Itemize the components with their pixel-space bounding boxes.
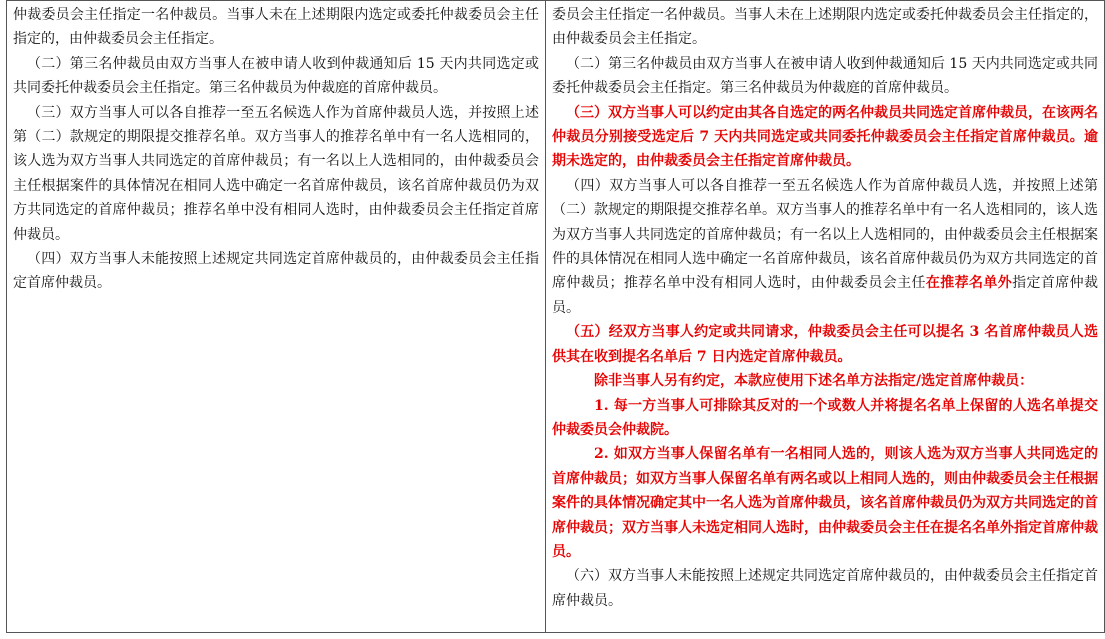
right-paragraph-4-amended-phrase: 在推荐名单外 [925, 275, 1013, 292]
right-paragraph-4-tail: 指定首席仲裁员。 [552, 275, 1099, 316]
right-paragraph-6-amended: 除非当事人另有约定，本款应使用下述名单方法指定/选定首席仲裁员： [594, 373, 1034, 390]
right-paragraph-4-text: （四）双方当事人可以各自推荐一至五名候选人作为首席仲裁员人选，并按照上述第（二）款规定的期限提交推荐名单。双方当事人的推荐名单中有一名人选相同的，该人选为双方当事人共同选定的首席仲裁员；有一名以上人选相同的，由仲裁委员会主任根据案件的具体情况在相同人选中确定一名首席仲裁员，该名首席仲裁员仍为双方共同选定的首席仲裁员；推荐名单中没有相同人选时，由仲裁委员会主任 [552, 177, 1098, 292]
right-paragraph-9: （六）双方当事人未能按照上述规定共同选定首席仲裁员的，由仲裁委员会主任指定首席仲裁员。 [552, 568, 1098, 609]
right-paragraph-1: 委员会主任指定一名仲裁员。当事人未在上述期限内选定或委托仲裁委员会主任指定的，由仲裁委员会主任指定。 [552, 7, 1098, 48]
original-text-column [7, 1, 546, 633]
right-paragraph-5-amended: （五）经双方当事人约定或共同请求，仲裁委员会主任可以提名 3 名首席仲裁员人选供其在收到提名名单后 7 日内选定首席仲裁员。 [552, 324, 1098, 365]
left-paragraph-2: （二）第三名仲裁员由双方当事人在被申请人收到仲裁通知后 15 天内共同选定或共同委托仲裁委员会主任指定。第三名仲裁员为仲裁庭的首席仲裁员。 [13, 55, 539, 97]
comparison-table [6, 0, 1105, 633]
right-paragraph-4 [552, 174, 1098, 320]
left-paragraph-1: 仲裁委员会主任指定一名仲裁员。当事人未在上述期限内选定或委托仲裁委员会主任指定的，由仲裁委员会主任指定。 [13, 7, 539, 48]
right-paragraph-7-amended: 1. 每一方当事人可排除其反对的一个或数人并将提名名单上保留的人选名单提交仲裁委员会仲裁院。 [552, 397, 1098, 438]
revised-text-column [546, 1, 1105, 633]
right-paragraph-3-amended: （三）双方当事人可以约定由其各自选定的两名仲裁员共同选定首席仲裁员，在该两名仲裁员分别接受选定后 7 天内共同选定或共同委托仲裁委员会主任指定首席仲裁员。逾期未选定的，由仲裁委员会主任指定首席仲裁员。 [552, 104, 1098, 170]
left-paragraph-3: （三）双方当事人可以各自推荐一至五名候选人作为首席仲裁员人选，并按照上述第（二）款规定的期限提交推荐名单。双方当事人的推荐名单中有一名人选相同的，该人选为双方当事人共同选定的首席仲裁员；有一名以上人选相同的，由仲裁委员会主任根据案件的具体情况在相同人选中确定一名首席仲裁员，该名首席仲裁员仍为双方共同选定的首席仲裁员；推荐名单中没有相同人选时，由仲裁委员会主任指定首席仲裁员。 [13, 104, 539, 243]
table-row [7, 1, 1105, 633]
right-paragraph-8-amended: 2. 如双方当事人保留名单有一名相同人选的，则该人选为双方当事人共同选定的首席仲裁员；如双方当事人保留名单有两名或以上相同人选的，则由仲裁委员会主任根据案件的具体情况确定其中一名人选为首席仲裁员，该名首席仲裁员仍为双方共同选定的首席仲裁员；双方当事人未选定相同人选时，由仲裁委员会主任在提名名单外指定首席仲裁员。 [552, 446, 1098, 560]
right-paragraph-2: （二）第三名仲裁员由双方当事人在被申请人收到仲裁通知后 15 天内共同选定或共同委托仲裁委员会主任指定。第三名仲裁员为仲裁庭的首席仲裁员。 [552, 55, 1098, 97]
left-paragraph-4: （四）双方当事人未能按照上述规定共同选定首席仲裁员的，由仲裁委员会主任指定首席仲裁员。 [13, 251, 539, 292]
